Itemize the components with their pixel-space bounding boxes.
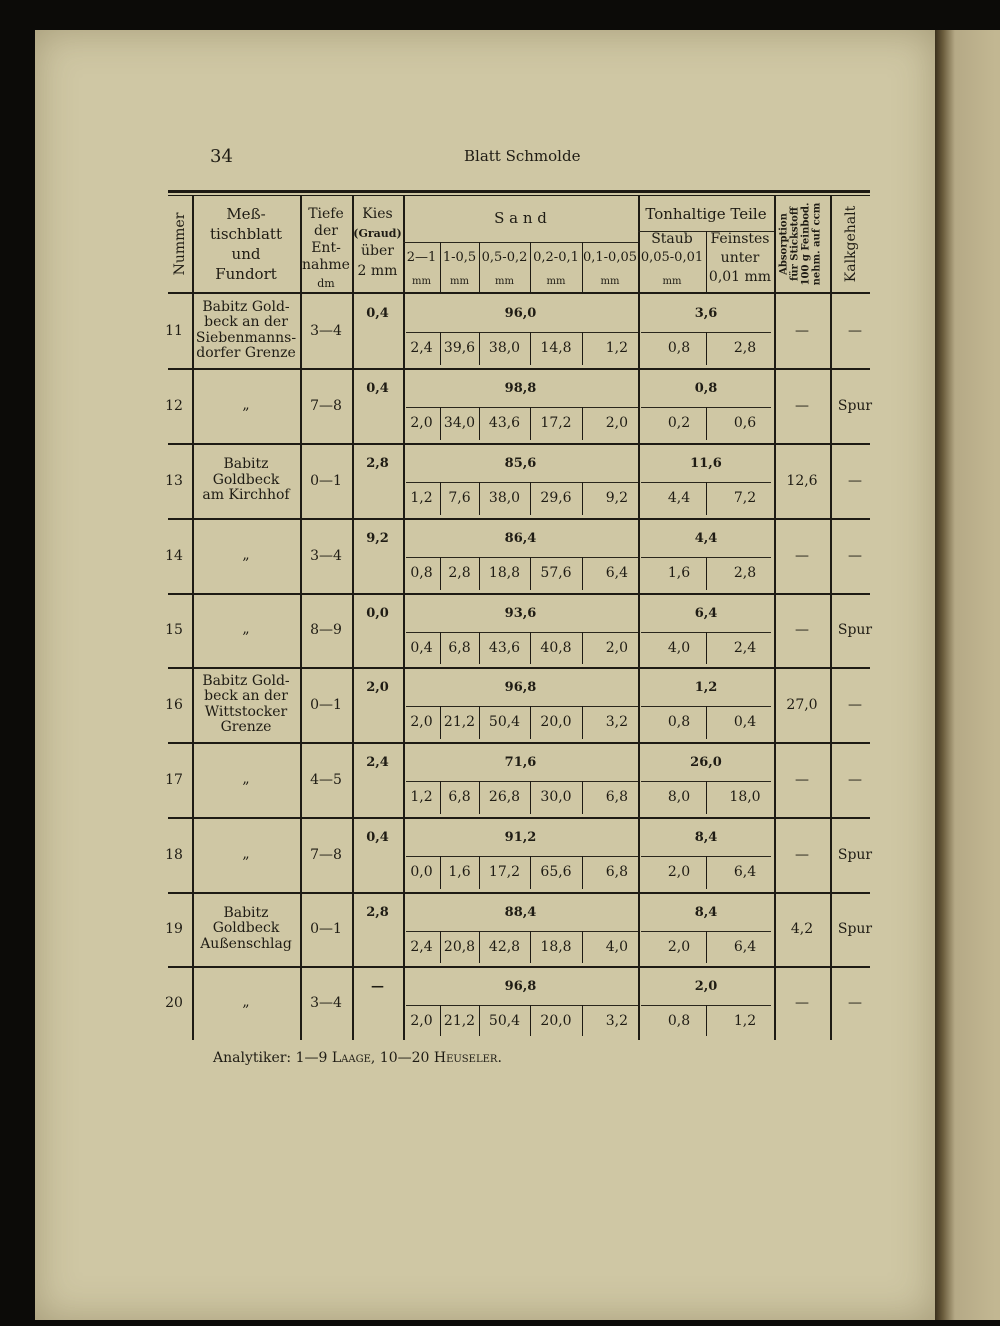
row-kalk: — [848, 994, 862, 1011]
row-sand-total: 98,8 [504, 381, 537, 396]
row-kalk: — [848, 771, 862, 788]
row-sand-fraction: 21,2 [443, 714, 476, 730]
row-kalk: — [848, 322, 862, 339]
row-number: 11 [165, 322, 183, 339]
row-sand-fraction: 2,8 [448, 565, 471, 581]
header-absorption: nehm. auf ccm [811, 202, 823, 286]
fundort-line: „ [242, 993, 250, 1010]
row-kalk: Spur [837, 397, 873, 414]
next-page-edge [935, 30, 1000, 1320]
row-kalk: Spur [837, 921, 873, 937]
footer-prefix: Analytiker: 1—9 [213, 1050, 332, 1066]
row-fundort [192, 893, 300, 965]
row-feinstes: 0,6 [733, 415, 757, 431]
row-staub: 0,8 [667, 714, 691, 730]
header-sand-fraction: 2—1 [406, 250, 437, 265]
row-staub: 2,0 [667, 939, 691, 955]
row-absorption: — [795, 771, 809, 788]
row-sand-fraction: 3,2 [605, 714, 628, 730]
row-sand-fraction: 0,0 [410, 864, 433, 880]
row-sand-fraction: 20,0 [540, 1013, 572, 1029]
row-sand-fraction: 4,0 [605, 939, 628, 955]
row-staub: 1,6 [667, 565, 691, 581]
row-ton-total: 4,4 [694, 531, 718, 546]
fundort-line: Wittstocker [204, 703, 288, 720]
row-sand-total: 86,4 [504, 531, 537, 546]
row-sand-fraction: 2,0 [410, 415, 433, 431]
fundort-line: „ [242, 546, 250, 563]
row-sand-fraction: 39,6 [443, 340, 476, 356]
row-kalk: Spur [837, 846, 873, 863]
header-tiefe-unit: dm [317, 277, 335, 290]
row-fundort [192, 294, 300, 367]
row-tiefe: 3—4 [310, 547, 342, 564]
row-sand-fraction: 38,0 [488, 340, 521, 356]
row-number: 14 [165, 547, 183, 564]
row-number: 17 [165, 771, 183, 788]
row-kalk: — [848, 472, 862, 489]
row-feinstes: 7,2 [733, 490, 757, 506]
sand-header-rule [403, 242, 638, 243]
header-feinstes: 0,01 mm [708, 269, 772, 285]
row-kies: 9,2 [366, 531, 389, 546]
row-staub: 0,2 [667, 415, 691, 431]
row-sand-total: 85,6 [504, 456, 537, 471]
header-sand-unit: mm [412, 276, 431, 287]
row-sand-fraction: 20,0 [540, 714, 572, 730]
row-ton-total: 11,6 [690, 456, 722, 471]
header-sand-fraction: 1-0,5 [442, 250, 477, 265]
row-kies: 2,8 [366, 905, 389, 920]
footer-suffix: . [497, 1050, 502, 1066]
row-sand-fraction: 6,8 [448, 789, 471, 805]
row-sand-fraction: 18,8 [540, 939, 572, 955]
fundort-line: Grenze [220, 719, 272, 735]
row-sand-fraction: 14,8 [540, 340, 572, 356]
row-feinstes: 2,4 [733, 640, 757, 656]
fundort-line: Siebenmanns- [195, 329, 297, 346]
row-fundort [192, 668, 300, 741]
row-feinstes: 1,2 [733, 1013, 757, 1029]
row-feinstes: 2,8 [733, 340, 757, 356]
row-kies: 2,0 [366, 680, 389, 695]
page-title: Blatt Schmolde [464, 147, 581, 165]
row-sand-fraction: 3,2 [605, 1013, 628, 1029]
header-sand-unit: mm [546, 276, 566, 287]
fundort-line: „ [242, 396, 250, 413]
fundort-line: „ [242, 770, 250, 787]
fundort-line: beck an der [204, 314, 288, 330]
row-absorption: 12,6 [786, 472, 818, 489]
row-number: 19 [165, 921, 183, 937]
header-messtischblatt: und [231, 245, 261, 263]
row-staub: 4,4 [667, 490, 691, 506]
row-fundort [192, 369, 300, 442]
row-sand-fraction: 65,6 [540, 864, 572, 880]
fundort-line: Goldbeck [212, 471, 280, 488]
row-sand-fraction: 1,2 [410, 490, 433, 506]
row-sand-fraction: 50,4 [488, 1013, 521, 1029]
row-sand-fraction: 43,6 [488, 640, 521, 656]
row-sand-fraction: 30,0 [540, 789, 572, 805]
row-kies: 0,4 [366, 830, 389, 845]
row-sand-total: 93,6 [504, 606, 537, 621]
table-top-rule [168, 190, 870, 193]
row-ton-total: 3,6 [694, 306, 718, 321]
header-messtischblatt: Meß- [226, 205, 266, 223]
row-tiefe: 4—5 [310, 771, 342, 788]
row-kies: 2,8 [366, 456, 389, 471]
row-number: 13 [165, 472, 183, 489]
row-ton-total: 2,0 [694, 979, 718, 994]
row-sand-fraction: 40,8 [540, 640, 572, 656]
row-feinstes: 6,4 [733, 864, 757, 880]
row-tiefe: 7—8 [310, 397, 342, 414]
fundort-line: „ [242, 621, 250, 638]
header-tiefe: Ent- [311, 240, 341, 256]
row-absorption: — [795, 547, 809, 564]
row-tiefe: 0—1 [310, 921, 342, 937]
header-kies: Kies [362, 206, 393, 222]
header-sand-fraction: 0,1-0,05 [582, 250, 637, 265]
header-sand: S a n d [494, 209, 547, 227]
header-kies: (Graud) [353, 227, 402, 240]
row-sand-fraction: 2,4 [410, 340, 433, 356]
row-sand-fraction: 6,4 [605, 565, 628, 581]
row-sand-fraction: 1,2 [605, 340, 628, 356]
header-staub-unit: mm [662, 276, 682, 287]
header-absorption: für Stickstoff [789, 206, 801, 282]
row-sand-fraction: 43,6 [488, 415, 521, 431]
row-fundort [192, 594, 300, 666]
row-kies: 2,4 [366, 755, 389, 770]
row-fundort [192, 519, 300, 592]
row-ton-total: 8,4 [694, 830, 718, 845]
row-sand-fraction: 38,0 [488, 490, 521, 506]
row-sand-fraction: 50,4 [488, 714, 521, 730]
row-absorption: — [795, 622, 809, 638]
row-sand-fraction: 2,0 [605, 415, 628, 431]
fundort-line: dorfer Grenze [196, 345, 296, 361]
table-top-rule-2 [168, 195, 870, 196]
fundort-line: Babitz [223, 904, 269, 921]
header-messtischblatt: tischblatt [210, 225, 282, 243]
row-sand-total: 96,8 [504, 680, 537, 695]
footer-middle: , 10—20 [370, 1050, 434, 1066]
analyst-footer [213, 1050, 502, 1066]
row-absorption: — [795, 322, 809, 339]
fundort-line: am Kirchhof [202, 487, 290, 504]
header-kalk: Kalkgehalt [843, 205, 859, 283]
row-sand-fraction: 57,6 [540, 565, 572, 581]
row-staub: 0,8 [667, 1013, 691, 1029]
row-sand-fraction: 18,8 [488, 565, 521, 581]
row-sand-total: 91,2 [504, 830, 537, 845]
fundort-line: Goldbeck [212, 920, 280, 937]
row-number: 12 [165, 397, 183, 414]
fundort-line: Babitz Gold- [202, 672, 290, 689]
row-sand-fraction: 1,6 [448, 864, 471, 880]
row-sand-fraction: 0,4 [410, 640, 433, 656]
row-staub: 0,8 [667, 340, 691, 356]
row-sand-total: 96,8 [504, 979, 537, 994]
row-sand-fraction: 42,8 [488, 939, 521, 955]
row-tiefe: 3—4 [310, 322, 342, 339]
footer-name-1: Laage [331, 1050, 371, 1066]
header-kies: über [361, 243, 394, 259]
fundort-line: Babitz Gold- [202, 298, 290, 315]
row-sand-fraction: 2,0 [410, 1013, 433, 1029]
row-sand-fraction: 29,6 [540, 490, 572, 506]
row-sand-fraction: 20,8 [443, 939, 476, 955]
row-absorption: — [795, 846, 809, 863]
row-sand-fraction: 34,0 [443, 415, 476, 431]
row-tiefe: 0—1 [310, 472, 342, 489]
row-number: 20 [165, 994, 183, 1011]
header-nummer: Nummer [172, 212, 188, 276]
row-fundort [192, 967, 300, 1038]
row-number: 16 [165, 696, 183, 713]
header-sand-unit: mm [600, 276, 620, 287]
row-feinstes: 0,4 [733, 714, 757, 730]
row-absorption: 27,0 [786, 696, 818, 713]
row-sand-fraction: 26,8 [488, 789, 521, 805]
row-sand-fraction: 1,2 [410, 789, 433, 805]
row-kies: — [371, 979, 384, 994]
fundort-line: Babitz [223, 456, 269, 473]
row-ton-total: 6,4 [694, 606, 718, 621]
row-sand-fraction: 2,0 [605, 640, 628, 656]
header-feinstes: unter [720, 250, 760, 266]
fundort-line: Außenschlag [200, 935, 292, 952]
header-tiefe: Tiefe [308, 206, 344, 222]
row-fundort [192, 818, 300, 891]
row-sand-fraction: 7,6 [448, 490, 471, 506]
row-staub: 2,0 [667, 864, 691, 880]
row-kalk: — [848, 547, 862, 564]
row-sand-fraction: 21,2 [443, 1013, 476, 1029]
page-number: 34 [210, 146, 233, 167]
row-number: 18 [165, 846, 183, 863]
row-number: 15 [165, 622, 183, 638]
row-fundort [192, 743, 300, 816]
row-tiefe: 7—8 [310, 846, 342, 863]
header-sand-fraction: 0,5-0,2 [481, 250, 528, 265]
footer-name-2: Heuseler [433, 1050, 498, 1066]
header-sand-fraction: 0,2-0,1 [533, 250, 579, 265]
header-absorption: Absorption [778, 213, 790, 275]
row-sand-total: 96,0 [504, 306, 537, 321]
row-tiefe: 3—4 [310, 994, 342, 1011]
row-fundort [192, 444, 300, 517]
row-sand-fraction: 6,8 [605, 864, 628, 880]
row-kalk: — [848, 696, 862, 713]
row-kies: 0,0 [366, 606, 389, 621]
row-feinstes: 18,0 [729, 789, 761, 805]
row-staub: 4,0 [667, 640, 691, 656]
header-absorption: 100 g Feinbod. [800, 202, 812, 286]
row-kies: 0,4 [366, 381, 389, 396]
row-sand-fraction: 0,8 [410, 565, 433, 581]
header-kies: 2 mm [357, 263, 398, 279]
row-feinstes: 6,4 [733, 939, 757, 955]
row-absorption: — [795, 994, 809, 1011]
row-ton-total: 8,4 [694, 905, 718, 920]
header-sand-unit: mm [495, 276, 514, 287]
row-sand-fraction: 17,2 [540, 415, 572, 431]
header-sand-unit: mm [450, 276, 469, 287]
row-sand-fraction: 17,2 [488, 864, 521, 880]
row-sand-total: 88,4 [504, 905, 537, 920]
header-staub: Staub [651, 231, 693, 247]
row-absorption: — [795, 397, 809, 414]
header-feinstes: Feinstes [710, 231, 770, 247]
row-ton-total: 26,0 [690, 755, 722, 770]
row-sand-fraction: 6,8 [605, 789, 628, 805]
fundort-line: beck an der [204, 688, 288, 704]
row-sand-total: 71,6 [504, 755, 537, 770]
header-tiefe: der [314, 223, 338, 239]
header-tiefe: nahme [302, 257, 350, 273]
row-tiefe: 8—9 [310, 622, 342, 638]
row-staub: 8,0 [667, 789, 691, 805]
row-sand-fraction: 2,0 [410, 714, 433, 730]
fundort-line: „ [242, 845, 250, 862]
row-kalk: Spur [837, 622, 873, 638]
row-tiefe: 0—1 [310, 696, 342, 713]
row-sand-fraction: 9,2 [605, 490, 628, 506]
header-messtischblatt: Fundort [215, 265, 277, 283]
row-sand-fraction: 6,8 [448, 640, 471, 656]
row-sand-fraction: 2,4 [410, 939, 433, 955]
row-ton-total: 1,2 [694, 680, 718, 695]
row-kies: 0,4 [366, 306, 389, 321]
header-ton: Tonhaltige Teile [645, 205, 767, 223]
header-staub-range: 0,05-0,01 [640, 250, 704, 265]
row-absorption: 4,2 [790, 921, 814, 937]
row-feinstes: 2,8 [733, 565, 757, 581]
row-ton-total: 0,8 [694, 381, 718, 396]
